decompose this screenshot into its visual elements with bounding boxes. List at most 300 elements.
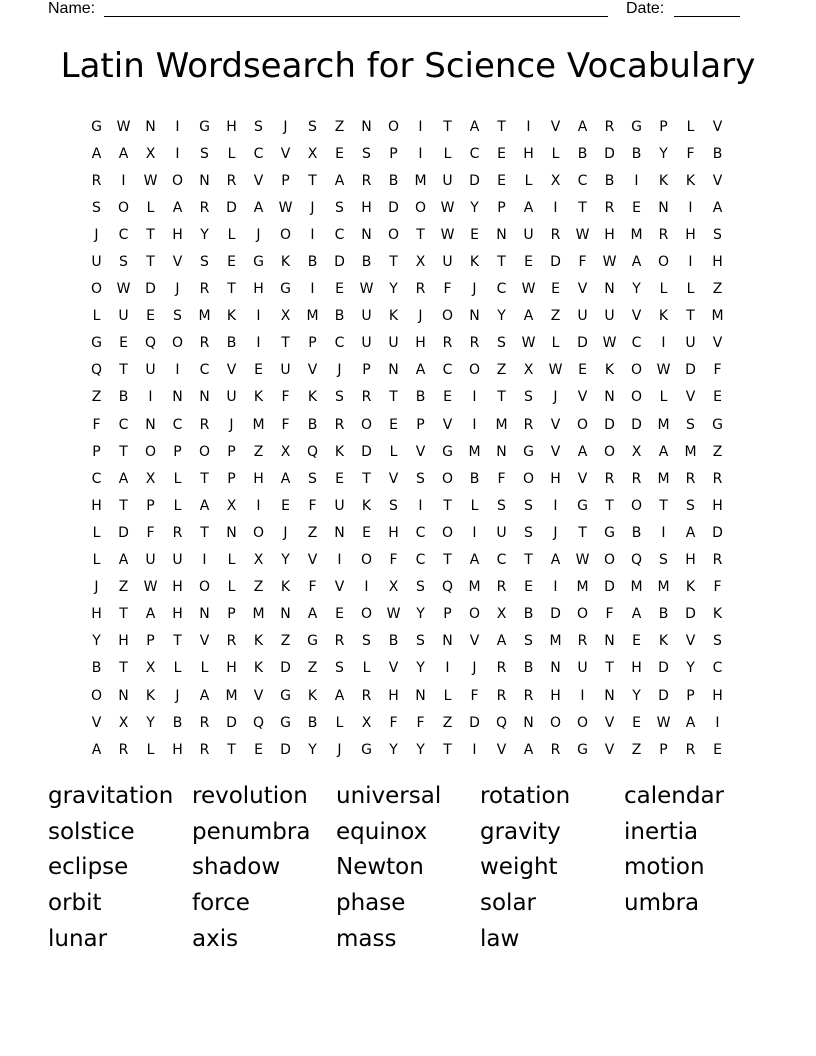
grid-letter[interactable]: L: [335, 714, 344, 731]
grid-letter[interactable]: L: [443, 687, 452, 704]
grid-letter[interactable]: P: [308, 335, 317, 352]
grid-letter[interactable]: X: [307, 145, 318, 162]
grid-letter[interactable]: O: [360, 416, 373, 433]
grid-letter[interactable]: F: [713, 579, 722, 596]
grid-letter[interactable]: S: [200, 145, 209, 162]
grid-letter[interactable]: A: [415, 362, 426, 379]
grid-letter[interactable]: C: [334, 226, 345, 243]
grid-letter[interactable]: Z: [307, 524, 318, 541]
grid-letter[interactable]: H: [712, 687, 723, 704]
grid-letter[interactable]: K: [253, 660, 264, 677]
grid-letter[interactable]: O: [198, 443, 211, 460]
grid-letter[interactable]: I: [661, 335, 666, 352]
grid-letter[interactable]: L: [173, 470, 182, 487]
grid-letter[interactable]: U: [172, 552, 183, 569]
grid-letter[interactable]: G: [604, 524, 615, 541]
grid-letter[interactable]: X: [118, 714, 129, 731]
grid-letter[interactable]: N: [199, 389, 210, 406]
grid-letter[interactable]: T: [578, 524, 587, 541]
grid-letter[interactable]: M: [576, 579, 589, 596]
grid-letter[interactable]: T: [659, 497, 668, 514]
grid-letter[interactable]: V: [604, 741, 615, 758]
grid-letter[interactable]: C: [415, 552, 426, 569]
grid-letter[interactable]: F: [92, 416, 101, 433]
grid-letter[interactable]: F: [146, 524, 155, 541]
grid-letter[interactable]: K: [307, 389, 318, 406]
grid-letter[interactable]: I: [553, 199, 558, 216]
grid-letter[interactable]: D: [685, 606, 696, 623]
grid-letter[interactable]: N: [658, 199, 669, 216]
grid-letter[interactable]: I: [256, 497, 261, 514]
grid-letter[interactable]: S: [389, 497, 398, 514]
grid-letter[interactable]: L: [443, 145, 452, 162]
grid-letter[interactable]: Q: [495, 714, 508, 731]
grid-letter[interactable]: C: [442, 362, 453, 379]
grid-letter[interactable]: E: [281, 497, 290, 514]
grid-letter[interactable]: K: [280, 254, 291, 271]
grid-letter[interactable]: V: [550, 443, 561, 460]
grid-letter[interactable]: I: [310, 281, 315, 298]
grid-letter[interactable]: V: [334, 579, 345, 596]
grid-letter[interactable]: H: [361, 199, 372, 216]
grid-letter[interactable]: B: [415, 389, 426, 406]
grid-letter[interactable]: A: [307, 606, 318, 623]
grid-letter[interactable]: V: [577, 389, 588, 406]
grid-letter[interactable]: T: [119, 660, 128, 677]
grid-letter[interactable]: L: [92, 552, 101, 569]
grid-letter[interactable]: Z: [253, 579, 264, 596]
grid-letter[interactable]: R: [685, 470, 696, 487]
grid-letter[interactable]: J: [94, 226, 99, 243]
grid-letter[interactable]: O: [441, 524, 454, 541]
grid-letter[interactable]: J: [283, 118, 288, 135]
grid-letter[interactable]: S: [254, 118, 263, 135]
grid-letter[interactable]: K: [226, 308, 237, 325]
grid-letter[interactable]: O: [441, 308, 454, 325]
grid-letter[interactable]: R: [118, 741, 129, 758]
grid-letter[interactable]: M: [468, 443, 481, 460]
grid-letter[interactable]: D: [361, 443, 372, 460]
grid-letter[interactable]: H: [172, 606, 183, 623]
grid-letter[interactable]: Z: [631, 741, 642, 758]
grid-letter[interactable]: U: [523, 226, 534, 243]
grid-letter[interactable]: O: [468, 362, 481, 379]
grid-letter[interactable]: I: [688, 199, 693, 216]
grid-letter[interactable]: M: [657, 416, 670, 433]
grid-letter[interactable]: H: [523, 145, 534, 162]
grid-letter[interactable]: O: [360, 552, 373, 569]
grid-letter[interactable]: Z: [712, 443, 723, 460]
grid-letter[interactable]: T: [443, 552, 452, 569]
grid-letter[interactable]: H: [172, 579, 183, 596]
grid-letter[interactable]: V: [388, 660, 399, 677]
grid-letter[interactable]: F: [713, 362, 722, 379]
grid-letter[interactable]: Y: [686, 660, 695, 677]
grid-letter[interactable]: T: [119, 362, 128, 379]
grid-letter[interactable]: A: [577, 118, 588, 135]
grid-letter[interactable]: Y: [659, 145, 668, 162]
grid-letter[interactable]: Z: [334, 118, 345, 135]
grid-letter[interactable]: G: [91, 335, 102, 352]
grid-letter[interactable]: I: [472, 741, 477, 758]
grid-letter[interactable]: S: [362, 633, 371, 650]
grid-letter[interactable]: V: [550, 416, 561, 433]
grid-letter[interactable]: R: [334, 416, 345, 433]
grid-letter[interactable]: U: [577, 660, 588, 677]
grid-letter[interactable]: T: [119, 443, 128, 460]
grid-letter[interactable]: B: [118, 389, 129, 406]
grid-letter[interactable]: X: [280, 308, 291, 325]
grid-letter[interactable]: R: [361, 172, 372, 189]
grid-letter[interactable]: S: [416, 470, 425, 487]
grid-letter[interactable]: S: [713, 633, 722, 650]
grid-letter[interactable]: S: [416, 579, 425, 596]
grid-letter[interactable]: R: [604, 199, 615, 216]
grid-letter[interactable]: R: [199, 741, 210, 758]
grid-letter[interactable]: V: [415, 443, 426, 460]
grid-letter[interactable]: N: [604, 633, 615, 650]
grid-letter[interactable]: R: [226, 633, 237, 650]
grid-letter[interactable]: T: [362, 470, 371, 487]
grid-letter[interactable]: A: [334, 687, 345, 704]
grid-letter[interactable]: R: [712, 552, 723, 569]
grid-letter[interactable]: R: [361, 687, 372, 704]
grid-letter[interactable]: R: [469, 335, 480, 352]
grid-letter[interactable]: V: [307, 362, 318, 379]
grid-letter[interactable]: T: [146, 254, 155, 271]
grid-letter[interactable]: N: [334, 524, 345, 541]
grid-letter[interactable]: D: [658, 660, 669, 677]
grid-letter[interactable]: D: [604, 145, 615, 162]
grid-letter[interactable]: O: [387, 226, 400, 243]
grid-letter[interactable]: V: [388, 470, 399, 487]
grid-letter[interactable]: P: [686, 687, 695, 704]
grid-letter[interactable]: P: [659, 741, 668, 758]
grid-letter[interactable]: H: [415, 335, 426, 352]
grid-letter[interactable]: E: [524, 254, 533, 271]
grid-letter[interactable]: W: [656, 362, 671, 379]
grid-letter[interactable]: L: [227, 145, 236, 162]
grid-letter[interactable]: K: [469, 254, 480, 271]
grid-letter[interactable]: I: [418, 118, 423, 135]
grid-letter[interactable]: W: [386, 606, 401, 623]
grid-letter[interactable]: I: [364, 579, 369, 596]
grid-letter[interactable]: O: [576, 416, 589, 433]
grid-letter[interactable]: J: [337, 741, 342, 758]
grid-letter[interactable]: I: [445, 660, 450, 677]
grid-letter[interactable]: X: [631, 443, 642, 460]
grid-letter[interactable]: W: [116, 281, 131, 298]
grid-letter[interactable]: U: [577, 308, 588, 325]
grid-letter[interactable]: L: [551, 145, 560, 162]
grid-letter[interactable]: S: [524, 497, 533, 514]
grid-letter[interactable]: A: [118, 552, 129, 569]
grid-letter[interactable]: H: [91, 497, 102, 514]
grid-letter[interactable]: M: [630, 579, 643, 596]
grid-letter[interactable]: K: [658, 633, 669, 650]
grid-letter[interactable]: P: [227, 606, 236, 623]
grid-letter[interactable]: G: [631, 118, 642, 135]
grid-letter[interactable]: C: [118, 226, 129, 243]
grid-letter[interactable]: R: [577, 633, 588, 650]
grid-letter[interactable]: J: [94, 579, 99, 596]
grid-letter[interactable]: Z: [280, 633, 291, 650]
grid-letter[interactable]: B: [334, 308, 345, 325]
grid-letter[interactable]: I: [418, 497, 423, 514]
grid-letter[interactable]: N: [280, 606, 291, 623]
grid-letter[interactable]: Q: [630, 552, 643, 569]
grid-letter[interactable]: O: [144, 443, 157, 460]
grid-letter[interactable]: L: [227, 552, 236, 569]
grid-letter[interactable]: W: [440, 199, 455, 216]
grid-letter[interactable]: X: [361, 714, 372, 731]
grid-letter[interactable]: T: [524, 552, 533, 569]
grid-letter[interactable]: H: [631, 660, 642, 677]
grid-letter[interactable]: T: [119, 497, 128, 514]
grid-letter[interactable]: L: [470, 497, 479, 514]
grid-letter[interactable]: S: [524, 633, 533, 650]
grid-letter[interactable]: I: [148, 389, 153, 406]
grid-letter[interactable]: B: [307, 416, 318, 433]
grid-letter[interactable]: R: [361, 389, 372, 406]
grid-letter[interactable]: K: [334, 443, 345, 460]
grid-letter[interactable]: S: [713, 226, 722, 243]
grid-letter[interactable]: Y: [632, 687, 641, 704]
grid-letter[interactable]: E: [335, 145, 344, 162]
grid-letter[interactable]: L: [524, 172, 533, 189]
grid-letter[interactable]: Z: [307, 660, 318, 677]
grid-letter[interactable]: S: [497, 497, 506, 514]
grid-letter[interactable]: B: [307, 714, 318, 731]
grid-letter[interactable]: X: [496, 606, 507, 623]
grid-letter[interactable]: B: [307, 254, 318, 271]
grid-letter[interactable]: K: [280, 579, 291, 596]
grid-letter[interactable]: Y: [416, 660, 425, 677]
grid-letter[interactable]: G: [280, 687, 291, 704]
grid-letter[interactable]: P: [443, 606, 452, 623]
grid-letter[interactable]: X: [280, 443, 291, 460]
grid-letter[interactable]: K: [712, 606, 723, 623]
grid-letter[interactable]: B: [226, 335, 237, 352]
grid-letter[interactable]: S: [335, 660, 344, 677]
grid-letter[interactable]: V: [91, 714, 102, 731]
grid-letter[interactable]: P: [416, 416, 425, 433]
grid-letter[interactable]: H: [388, 687, 399, 704]
grid-letter[interactable]: N: [604, 389, 615, 406]
grid-letter[interactable]: E: [146, 308, 155, 325]
grid-letter[interactable]: Y: [200, 226, 209, 243]
grid-letter[interactable]: V: [307, 552, 318, 569]
grid-letter[interactable]: A: [334, 172, 345, 189]
grid-letter[interactable]: V: [550, 118, 561, 135]
grid-letter[interactable]: H: [91, 606, 102, 623]
grid-letter[interactable]: O: [90, 687, 103, 704]
grid-letter[interactable]: P: [146, 497, 155, 514]
grid-letter[interactable]: J: [418, 308, 423, 325]
grid-letter[interactable]: T: [605, 660, 614, 677]
grid-letter[interactable]: H: [172, 226, 183, 243]
grid-letter[interactable]: J: [337, 362, 342, 379]
grid-letter[interactable]: Y: [497, 308, 506, 325]
grid-letter[interactable]: I: [580, 687, 585, 704]
grid-letter[interactable]: I: [256, 335, 261, 352]
grid-letter[interactable]: N: [415, 687, 426, 704]
grid-letter[interactable]: A: [685, 714, 696, 731]
grid-letter[interactable]: V: [604, 714, 615, 731]
grid-letter[interactable]: O: [171, 172, 184, 189]
grid-letter[interactable]: Z: [253, 443, 264, 460]
grid-letter[interactable]: E: [335, 606, 344, 623]
grid-letter[interactable]: T: [227, 281, 236, 298]
grid-letter[interactable]: Z: [496, 362, 507, 379]
grid-letter[interactable]: K: [685, 172, 696, 189]
grid-letter[interactable]: V: [253, 687, 264, 704]
grid-letter[interactable]: N: [442, 633, 453, 650]
grid-letter[interactable]: C: [712, 660, 723, 677]
grid-letter[interactable]: U: [118, 308, 129, 325]
grid-letter[interactable]: A: [469, 118, 480, 135]
grid-letter[interactable]: R: [442, 335, 453, 352]
grid-letter[interactable]: T: [119, 606, 128, 623]
grid-letter[interactable]: Y: [146, 714, 155, 731]
grid-letter[interactable]: D: [550, 606, 561, 623]
grid-letter[interactable]: N: [361, 118, 372, 135]
grid-letter[interactable]: S: [173, 308, 182, 325]
grid-letter[interactable]: N: [523, 714, 534, 731]
grid-letter[interactable]: W: [278, 199, 293, 216]
grid-letter[interactable]: B: [577, 145, 588, 162]
grid-letter[interactable]: R: [550, 226, 561, 243]
grid-letter[interactable]: X: [145, 660, 156, 677]
grid-letter[interactable]: Y: [632, 281, 641, 298]
grid-letter[interactable]: F: [389, 714, 398, 731]
grid-letter[interactable]: G: [280, 281, 291, 298]
grid-letter[interactable]: E: [119, 335, 128, 352]
grid-letter[interactable]: V: [577, 281, 588, 298]
grid-letter[interactable]: H: [172, 741, 183, 758]
grid-letter[interactable]: J: [472, 660, 477, 677]
grid-letter[interactable]: A: [523, 741, 534, 758]
grid-letter[interactable]: A: [523, 308, 534, 325]
grid-letter[interactable]: A: [496, 633, 507, 650]
grid-letter[interactable]: I: [175, 362, 180, 379]
grid-letter[interactable]: S: [335, 389, 344, 406]
date-field-line[interactable]: [674, 0, 740, 17]
grid-letter[interactable]: S: [416, 633, 425, 650]
grid-letter[interactable]: D: [577, 335, 588, 352]
grid-letter[interactable]: R: [199, 335, 210, 352]
grid-letter[interactable]: B: [658, 606, 669, 623]
grid-letter[interactable]: V: [631, 308, 642, 325]
grid-letter[interactable]: E: [254, 362, 263, 379]
grid-letter[interactable]: E: [254, 741, 263, 758]
grid-letter[interactable]: J: [175, 281, 180, 298]
grid-letter[interactable]: L: [362, 660, 371, 677]
grid-letter[interactable]: V: [712, 172, 723, 189]
grid-letter[interactable]: U: [91, 254, 102, 271]
grid-letter[interactable]: A: [280, 470, 291, 487]
grid-letter[interactable]: M: [306, 308, 319, 325]
grid-letter[interactable]: N: [469, 308, 480, 325]
grid-letter[interactable]: L: [686, 118, 695, 135]
grid-letter[interactable]: G: [91, 118, 102, 135]
grid-letter[interactable]: F: [389, 552, 398, 569]
grid-letter[interactable]: W: [602, 254, 617, 271]
grid-letter[interactable]: H: [712, 497, 723, 514]
grid-letter[interactable]: F: [443, 281, 452, 298]
grid-letter[interactable]: E: [632, 199, 641, 216]
grid-letter[interactable]: O: [441, 470, 454, 487]
grid-letter[interactable]: Y: [281, 552, 290, 569]
grid-letter[interactable]: M: [468, 579, 481, 596]
grid-letter[interactable]: H: [712, 254, 723, 271]
grid-letter[interactable]: E: [389, 416, 398, 433]
grid-letter[interactable]: K: [658, 308, 669, 325]
grid-letter[interactable]: P: [362, 362, 371, 379]
grid-letter[interactable]: I: [256, 308, 261, 325]
grid-letter[interactable]: G: [199, 118, 210, 135]
grid-letter[interactable]: L: [227, 226, 236, 243]
grid-letter[interactable]: Y: [470, 199, 479, 216]
grid-letter[interactable]: N: [226, 524, 237, 541]
grid-letter[interactable]: O: [657, 254, 670, 271]
grid-letter[interactable]: O: [630, 362, 643, 379]
grid-letter[interactable]: Z: [118, 579, 129, 596]
grid-letter[interactable]: O: [522, 470, 535, 487]
grid-letter[interactable]: S: [362, 145, 371, 162]
grid-letter[interactable]: R: [550, 741, 561, 758]
grid-letter[interactable]: A: [523, 199, 534, 216]
grid-letter[interactable]: X: [145, 470, 156, 487]
grid-letter[interactable]: X: [145, 145, 156, 162]
grid-letter[interactable]: K: [388, 308, 399, 325]
grid-letter[interactable]: T: [308, 172, 317, 189]
grid-letter[interactable]: W: [656, 714, 671, 731]
grid-letter[interactable]: Z: [712, 281, 723, 298]
grid-letter[interactable]: F: [470, 687, 479, 704]
grid-letter[interactable]: U: [604, 308, 615, 325]
grid-letter[interactable]: C: [334, 335, 345, 352]
grid-letter[interactable]: X: [415, 254, 426, 271]
name-field-line[interactable]: [104, 0, 608, 17]
grid-letter[interactable]: R: [658, 226, 669, 243]
grid-letter[interactable]: I: [472, 524, 477, 541]
grid-letter[interactable]: U: [361, 335, 372, 352]
grid-letter[interactable]: E: [335, 281, 344, 298]
grid-letter[interactable]: H: [685, 226, 696, 243]
grid-letter[interactable]: P: [281, 172, 290, 189]
grid-letter[interactable]: E: [578, 362, 587, 379]
grid-letter[interactable]: T: [443, 118, 452, 135]
grid-letter[interactable]: E: [524, 579, 533, 596]
grid-letter[interactable]: Q: [252, 714, 265, 731]
grid-letter[interactable]: E: [632, 714, 641, 731]
grid-letter[interactable]: I: [202, 552, 207, 569]
grid-letter[interactable]: A: [118, 145, 129, 162]
grid-letter[interactable]: E: [227, 254, 236, 271]
grid-letter[interactable]: A: [91, 741, 102, 758]
grid-letter[interactable]: G: [577, 497, 588, 514]
grid-letter[interactable]: L: [659, 281, 668, 298]
grid-letter[interactable]: I: [661, 524, 666, 541]
grid-letter[interactable]: H: [550, 687, 561, 704]
grid-letter[interactable]: Q: [144, 335, 157, 352]
grid-letter[interactable]: P: [92, 443, 101, 460]
grid-letter[interactable]: D: [280, 741, 291, 758]
grid-letter[interactable]: I: [472, 389, 477, 406]
grid-letter[interactable]: F: [605, 606, 614, 623]
grid-letter[interactable]: S: [200, 254, 209, 271]
